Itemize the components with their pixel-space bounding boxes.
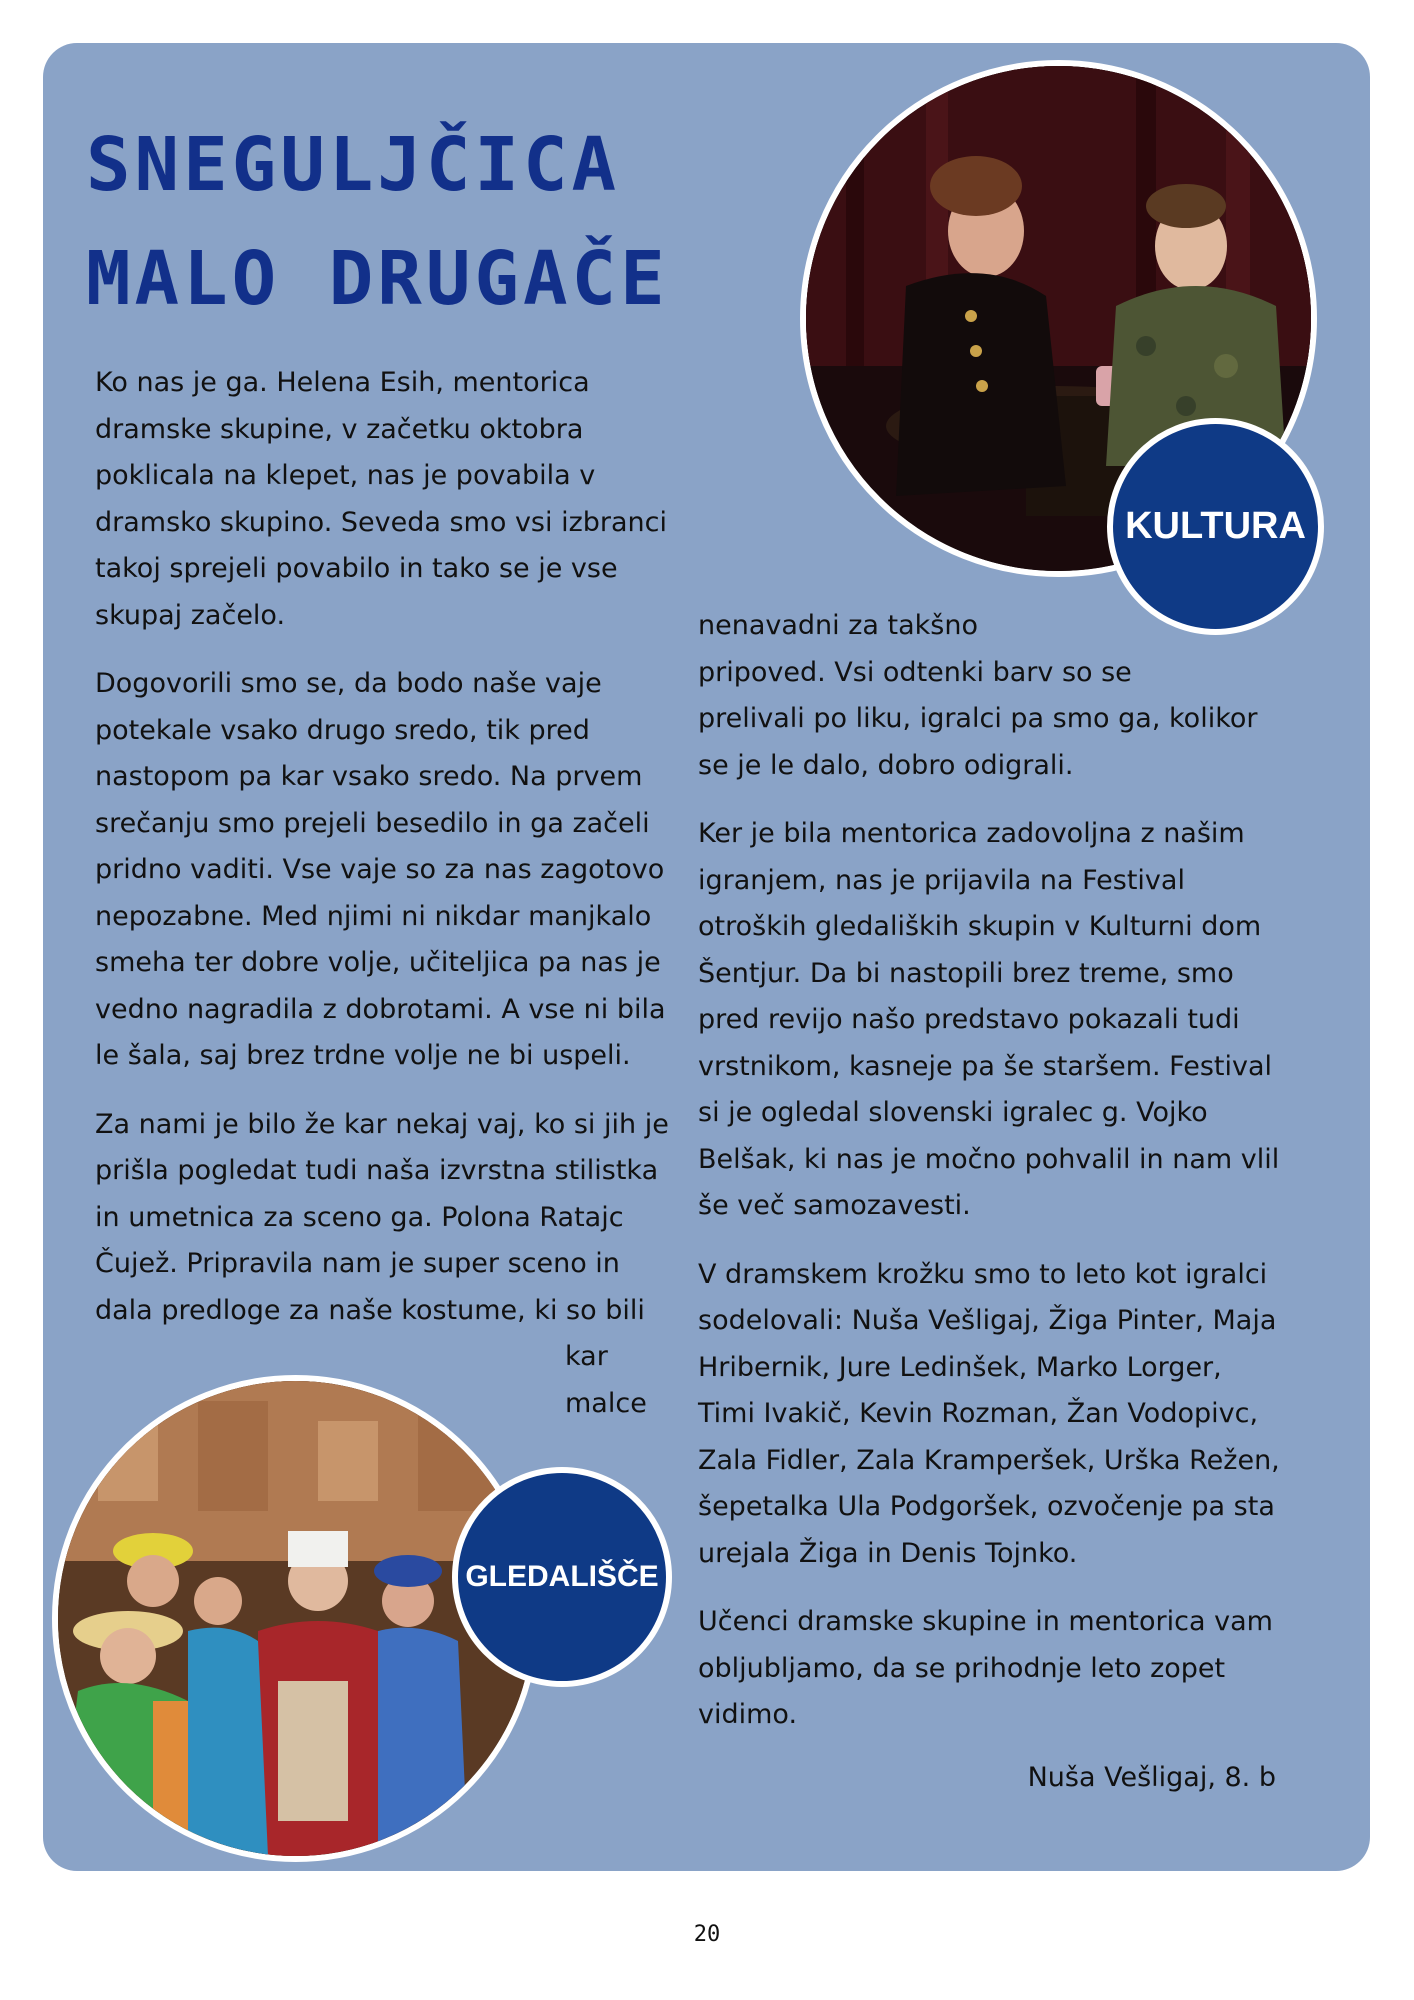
- badge-label: GLEDALIŠČE: [465, 1560, 659, 1593]
- paragraph-continuation: kar malce: [565, 1341, 647, 1419]
- article-title: [86, 108, 669, 336]
- section-badge-gledalisce: [452, 1467, 672, 1687]
- paragraph: Dogovorili smo se, da bodo naše vaje potekale vsako drugo sredo, tik pred nastopom pa kar vsako sredo. Na prvem srečanju smo prejeli besedilo in ga začeli pridno vaditi. Vse vaje so za nas zagotovo nepozabne. Med njimi ni nikdar manjkalo smeha ter dobre volje, učiteljica pa nas je vedno nagradila z dobrotami. A vse ni bila le šala, saj brez trdne volje ne bi uspeli.: [95, 668, 666, 1071]
- paragraph: V dramskem krožku smo to leto kot igralci sodelovali: Nuša Vešligaj, Žiga Pinter, Maja Hribernik, Jure Ledinšek, Marko Lorger, Timi Ivakič, Kevin Rozman, Žan Vodopivc, Zala Fidler, Zala Kramperšek, Urška Režen, šepetalka Ula Podgoršek, ozvočenje pa sta urejala Žiga in Denis Tojnko.: [698, 1258, 1280, 1569]
- paragraph: Ker je bila mentorica zadovoljna z našim igranjem, nas je prijavila na Festival otroških gledaliških skupin v Kulturni dom Šentjur. Da bi nastopili brez treme, smo pred revijo našo predstavo pokazali tudi vrstnikom, kasneje pa še staršem. Festival si je ogledal slovenski igralec g. Vojko Belšak, ki nas je močno pohvalil in nam vlil še več samozavesti.: [698, 818, 1280, 1221]
- right-column: [698, 603, 1298, 1761]
- left-column: [95, 360, 675, 1427]
- paragraph: Ko nas je ga. Helena Esih, mentorica dramske skupine, v začetku oktobra poklicala na klepet, nas je povabila v dramsko skupino. Seveda smo vsi izbranci takoj sprejeli povabilo in tako se je vse skupaj začelo.: [95, 367, 667, 631]
- author-signature: Nuša Vešligaj, 8. b: [1027, 1762, 1276, 1793]
- badge-label: KULTURA: [1125, 505, 1306, 547]
- title-line-2: MALO DRUGAČE: [86, 236, 669, 322]
- page-number: 20: [693, 1922, 721, 1947]
- paragraph: Učenci dramske skupine in mentorica vam obljubljamo, da se prihodnje leto zopet vidimo.: [698, 1606, 1273, 1730]
- title-line-1: SNEGULJČICA: [86, 122, 621, 208]
- paragraph: nenavadni za takšno pripoved. Vsi odtenki barv so se prelivali po liku, igralci pa smo ga, kolikor se je le dalo, dobro odigrali.: [698, 610, 1258, 781]
- paragraph: Za nami je bilo že kar nekaj vaj, ko si jih je prišla pogledat tudi naša izvrstna stilistka in umetnica za sceno ga. Polona Ratajc Čujež. Pripravila nam je super sceno in dala predloge za naše kostume, ki so bili: [95, 1108, 669, 1326]
